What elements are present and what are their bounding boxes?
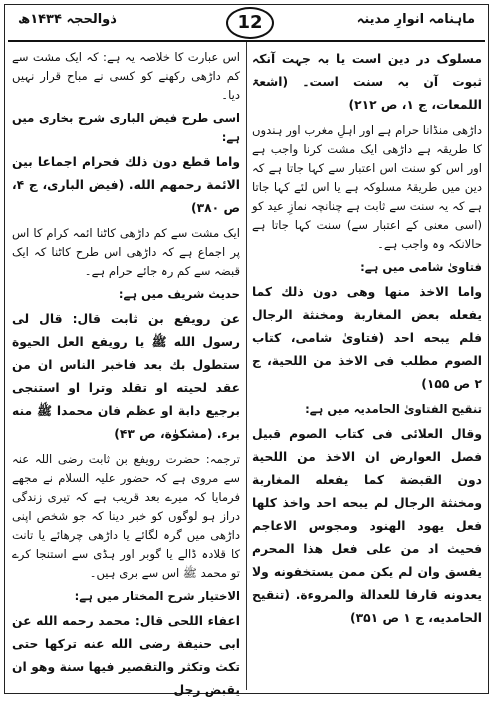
section-heading: اسی طرح فیض الباری شرح بخاری میں ہے: (12, 111, 240, 144)
urdu-paragraph: ترجمہ: حضرت رویفع بن ثابت رضی اللہ عنہ سے مروی ہے کہ حضور علیہ السلام نے مجھے فرمایا کہ میرے بعد قریب ہے کہ تیری زندگی دراز ہو لوگوں کو خبر دینا کہ جو شخص اپنی داڑھی میں گرہ لگائے یا داڑھی چرھائے یا تانت کا قلادہ ڈالے یا گوبر اور ہڈی سے استنجا کرے تو محمد ﷺ اس سے بری ہیں۔ (12, 452, 240, 580)
urdu-paragraph: ایک مشت سے کم داڑھی کاٹنا ائمہ کرام کا اس پر اجماع ہے کہ داڑھی اس طرح کاٹنا کہ ایک قبضہ سے کم رہ جائے حرام ہے۔ (12, 226, 240, 278)
arabic-quote: مسلوک در دین است یا بہ جہت آنکہ ثبوت آن بہ سنت است۔ (اشعۃ اللمعات، ج ۱، ص ۲۱۲) (252, 52, 482, 112)
page-number: 12 (226, 7, 274, 39)
column-divider (246, 42, 247, 690)
urdu-paragraph: اس عبارت کا خلاصہ یہ ہے: کہ ایک مشت سے کم داڑھی رکھنے کو کسی نے مباح قرار نہیں دیا۔ (12, 50, 240, 102)
right-column (252, 48, 482, 688)
section-heading: حدیث شریف میں ہے: (118, 287, 240, 301)
arabic-quote: اعفاء اللحى قال: محمد رحمه الله عن ابى حنيفة رضى الله عنه تركها حتى تكث وتكثر والتقصير فيها سنة وهو ان يقبض رجل (12, 614, 240, 697)
page-header (4, 4, 489, 42)
arabic-quote: واما الاخذ منها وهى دون ذلك كما يفعله بعض المغاربة ومخنثة الرجال فلم يبحه احد (فتاوىٰ شامى، كتاب الصوم مطلب فى الاخذ من اللحية، ج ۲ ص ۱۵۵) (252, 285, 482, 391)
arabic-quote: وقال العلائى فى كتاب الصوم قبيل فصل العوارض ان الاخذ من اللحية دون القبضة كما يفعله المغاربة ومخنثة الرجال لم يبحه احد واخذ كلها فعل يهود الهنود ومجوس الاعاجم فحيث اد من على فعل هذا المحرم يفسق وان لم يكن ممن يستخفونه ولا يعدونه قارفا للعدالة والمروءة. (تنقيح الحامديه، ج ۱ ص ۳۵۱) (252, 427, 482, 625)
left-column (12, 48, 240, 697)
issue-date: ذوالحجہ ۱۴۳۴ھ (18, 12, 117, 27)
section-heading: فتاویٰ شامی میں ہے: (360, 260, 482, 274)
section-heading: تنقیح الفتاویٰ الحامدیہ میں ہے: (305, 402, 482, 416)
arabic-quote: واما قطع دون ذلك فحرام اجماعا بين الائمة رحمهم الله. (فيض البارى، ج ۴، ص ۳۸۰) (12, 155, 240, 215)
urdu-paragraph: داڑھی منڈانا حرام ہے اور اہلِ مغرب اور ہندوں کا طریقہ ہے داڑھی ایک مشت کرنا واجب ہے اور اس کو سنت اس اعتبار سے کہا جاتا ہے کہ دین میں طریقۂ مسلوکہ ہے یا اس لئے کہا جاتا ہے کہ یہ سنت سے ثابت ہے چنانچہ نمازِ عید کو (اسی معنی کے اعتبار سے) سنت کہا جاتا ہے حالانکہ وہ واجب ہے۔ (252, 123, 482, 251)
section-heading: الاختیار شرح المختار میں ہے: (74, 589, 240, 603)
magazine-title: ماہنامہ انوارِ مدینہ (356, 12, 475, 27)
arabic-quote: عن رويفع بن ثابت قال: قال لى رسول الله ﷺ يا رويفع العل الحيوة ستطول بك بعد فاخبر الناس ان من عقد لحيته او تقلد وترا او استنجى برجيع دابة او عظم فان محمدا ﷺ منه برء. (مشكوٰة، ص ۴۳) (12, 312, 240, 441)
